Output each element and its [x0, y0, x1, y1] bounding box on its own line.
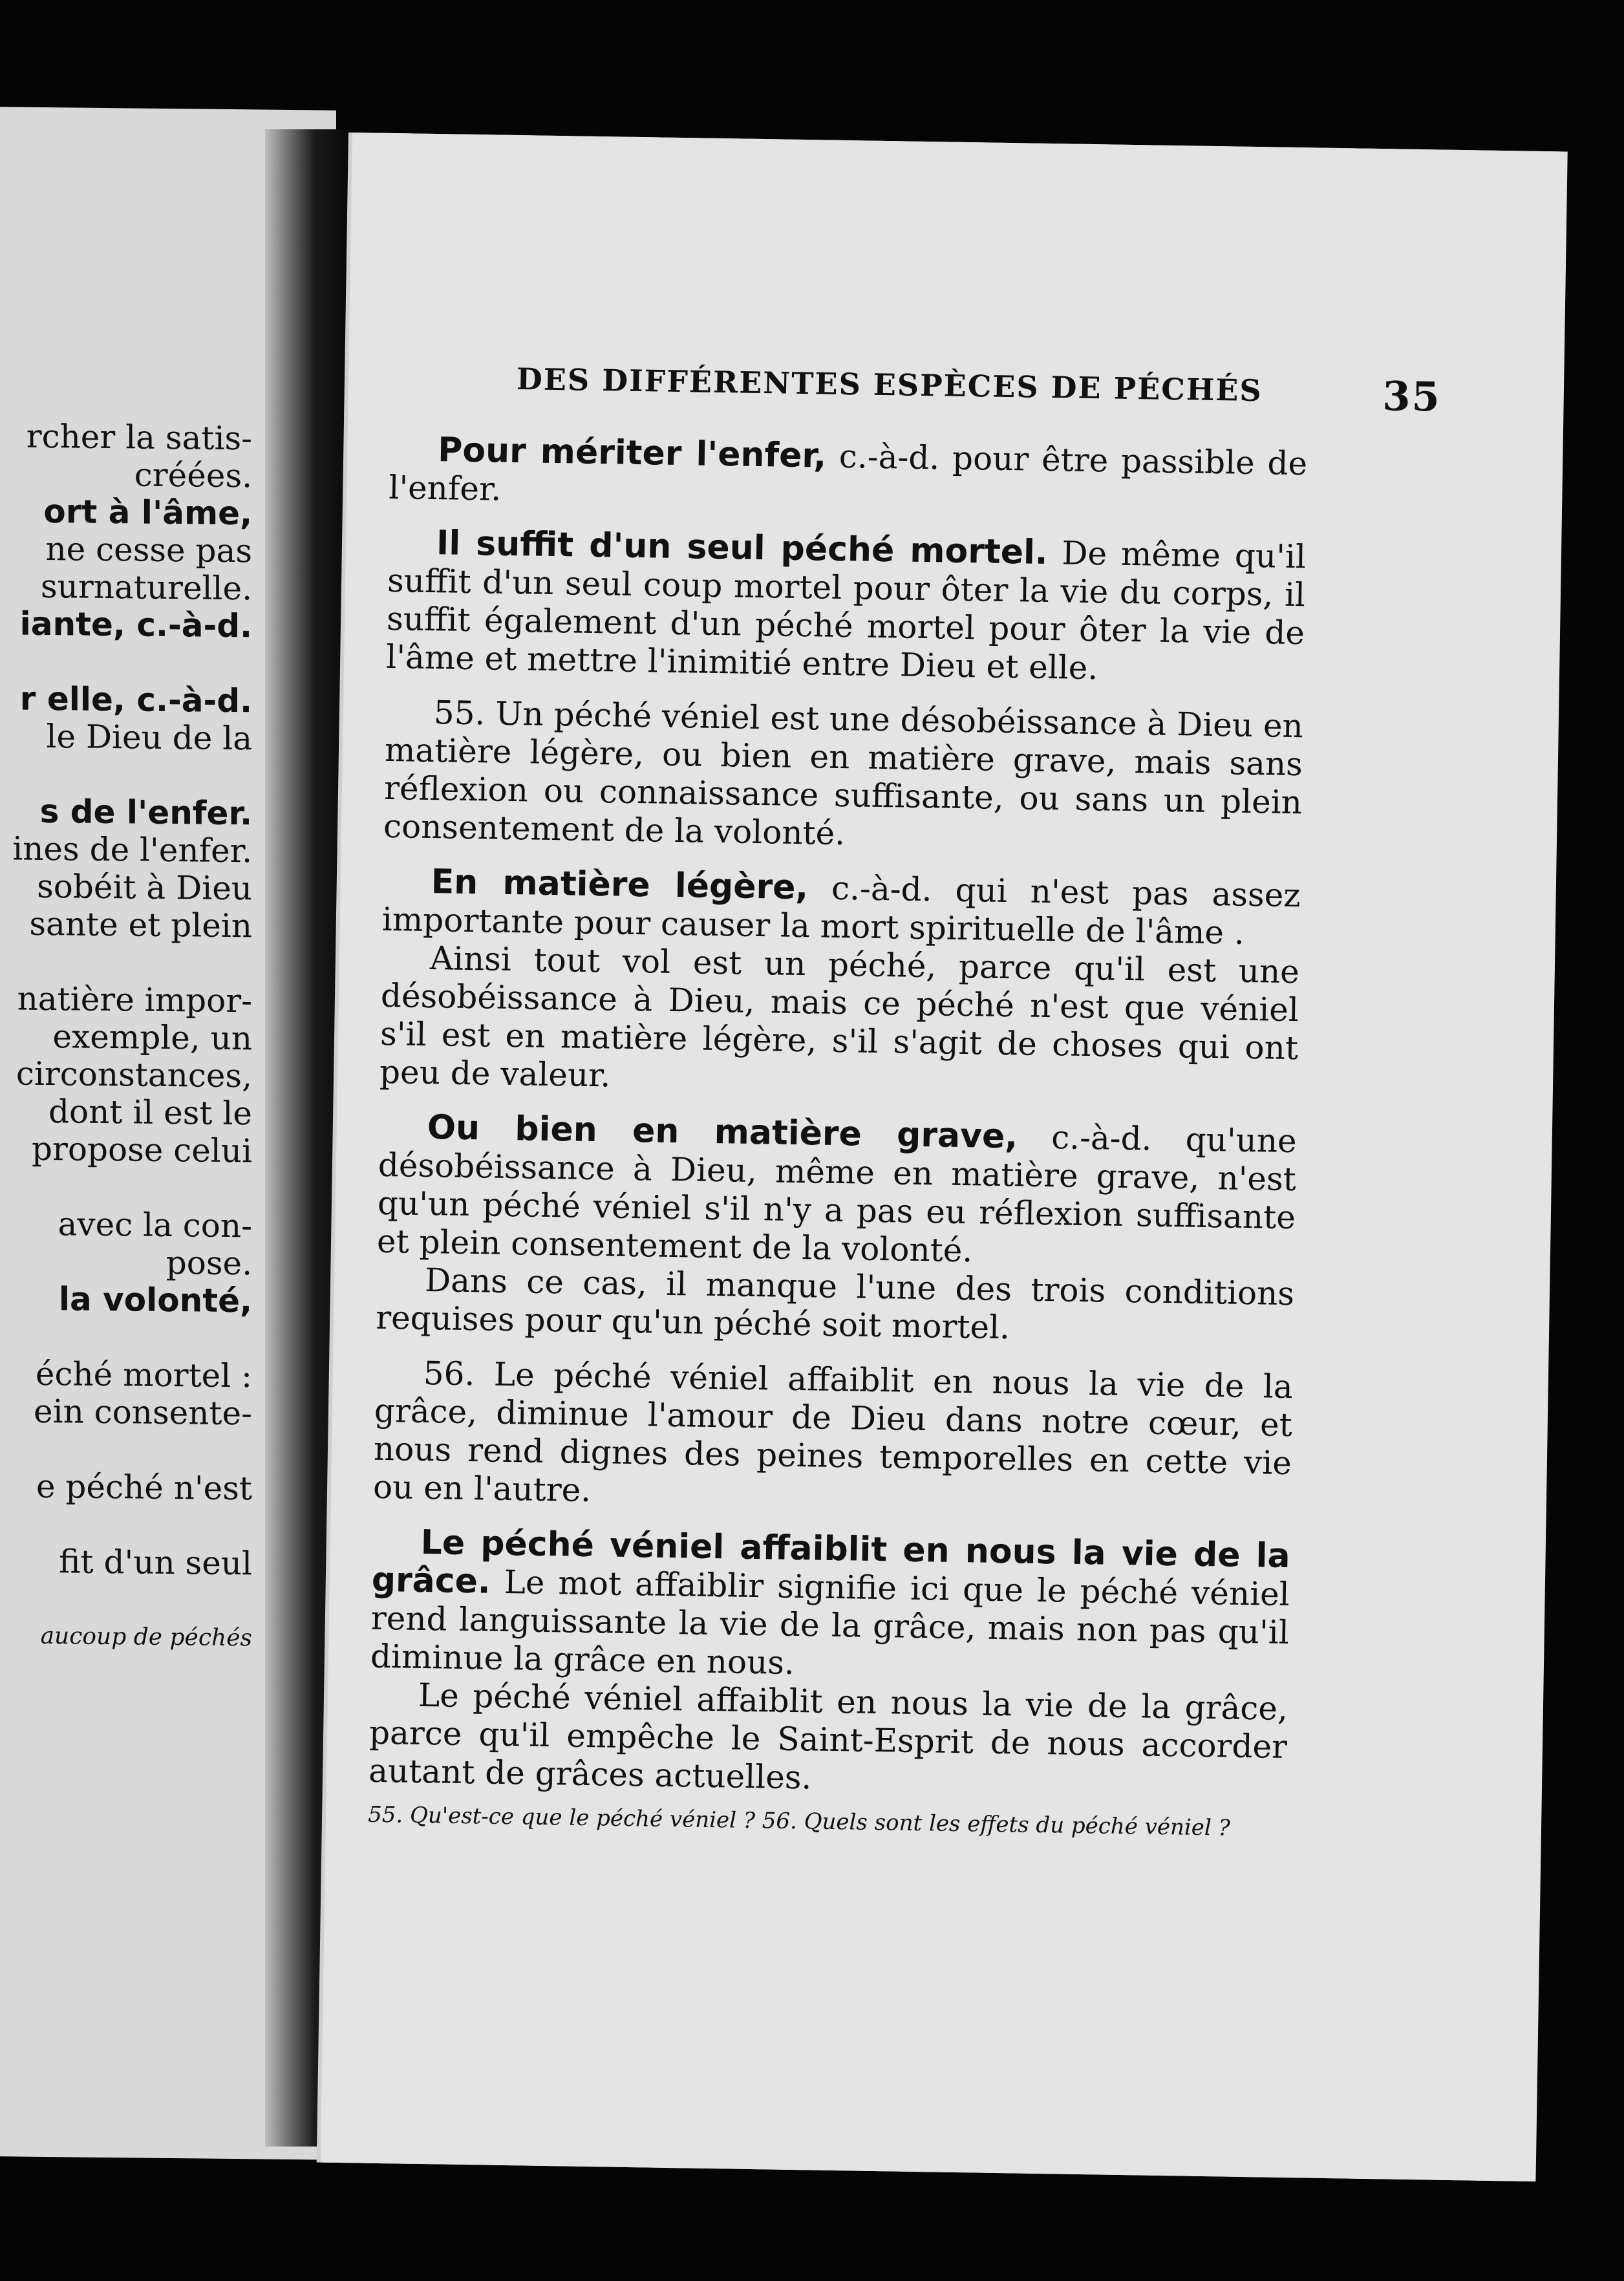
- paragraph-5-text: Ainsi tout vol est un péché, parce qu'il est une désobéissance à Dieu, mais ce péché n'est que véniel s'il est en matière légère, s'il s'agit de choses qui ont peu de valeur.: [379, 939, 1300, 1095]
- left-page-line: [0, 1505, 252, 1545]
- paragraph-1: [389, 431, 1308, 521]
- left-page-line: ort à l'âme,: [43, 492, 252, 533]
- left-page-line: dont il est le: [48, 1093, 252, 1133]
- page-number: 35: [1382, 372, 1442, 421]
- left-page-line: [0, 942, 252, 982]
- paragraph-3-text: 55. Un péché véniel est une désobéissance à Dieu en matière légère, ou bien en matière grave, mais sans réflexion ou connaissance suffisante, ou sans un plein consentement de la volonté.: [383, 694, 1304, 853]
- left-page-line: [0, 1317, 252, 1357]
- paragraph-4-text: c.-à-d. qui n'est pas assez importante pour causer la mort spirituelle de l'âme .: [381, 869, 1301, 952]
- left-page-line: [0, 1167, 252, 1207]
- left-page-line: ein consente-: [33, 1392, 252, 1433]
- paragraph-6-text: c.-à-d. qu'une désobéissance à Dieu, même en matière grave, n'est qu'un péché véniel s'il n'y a pas eu réflexion suffisante et plein consentement de la volonté.: [376, 1118, 1298, 1270]
- paragraph-2: [386, 524, 1307, 691]
- paragraph-7-text: Dans ce cas, il manque l'une des trois conditions requises pour qu'un péché soit mortel.: [375, 1261, 1295, 1347]
- footnote-questions: 55. Qu'est-ce que le péché véniel ? 56. Quels sont les effets du péché véniel ?: [367, 1801, 1231, 1841]
- left-page-line: s de l'enfer.: [39, 792, 252, 833]
- left-page-line: e péché n'est: [36, 1467, 252, 1508]
- left-page-line: [0, 755, 252, 795]
- paragraph-2-text: De même qu'il suffit d'un seul coup mortel pour ôter la vie du corps, il suffit également d'un péché mortel pour ôter la vie de l'âme et mettre l'inimitié entre Dieu et elle.: [385, 533, 1307, 687]
- paragraph-9: [370, 1523, 1291, 1690]
- left-page-line: sante et plein: [29, 905, 252, 945]
- left-page-line: pose.: [166, 1243, 252, 1283]
- left-page-line: ines de l'enfer.: [12, 830, 252, 870]
- left-page-line: avec la con-: [58, 1205, 252, 1245]
- paragraph-4-heading: En matière légère,: [431, 862, 809, 908]
- left-page-text: [0, 417, 252, 1657]
- paragraph-7: [376, 1261, 1295, 1351]
- left-page-line: [0, 1580, 252, 1620]
- running-title: DES DIFFÉRENTES ESPÈCES DE PÉCHÉS: [516, 361, 1263, 409]
- left-page-line: [0, 1430, 252, 1470]
- left-page-line: exemple, un: [52, 1018, 252, 1058]
- left-page-line: le Dieu de la: [46, 718, 252, 758]
- paragraph-1-heading: Pour mériter l'enfer,: [437, 431, 827, 476]
- left-page-line: éché mortel :: [35, 1355, 252, 1395]
- left-page-line: fit d'un seul: [59, 1543, 252, 1583]
- left-page-line: aucoup de péchés: [40, 1622, 252, 1652]
- left-page-line: sobéit à Dieu: [37, 867, 252, 908]
- left-page-line: propose celui: [31, 1130, 252, 1170]
- left-page-line: iante, c.-à-d.: [19, 605, 252, 645]
- paragraph-4: [381, 862, 1301, 953]
- running-head: [516, 361, 1442, 421]
- paragraph-6-heading: Ou bien en matière grave,: [427, 1108, 1018, 1157]
- left-page-line: circonstances,: [16, 1055, 252, 1095]
- left-page-line: créées.: [134, 456, 252, 495]
- paragraph-9-text: Le mot affaiblir signifie ici que le péché véniel rend languissante la vie de la grâce, mais non pas qu'il diminue la grâce en nous.: [370, 1563, 1290, 1682]
- left-page-line: [0, 642, 252, 682]
- left-page-line: surnaturelle.: [40, 567, 252, 608]
- paragraph-10-text: Le péché véniel affaiblit en nous la vie de la grâce, parce qu'il empêche le Saint-Esprit de nous accorder autant de grâces actuelles.: [368, 1676, 1288, 1797]
- paragraph-2-heading: Il suffit d'un seul péché mortel.: [436, 524, 1049, 572]
- paragraph-3: [383, 693, 1304, 860]
- paragraph-9-heading: Le péché véniel affaiblit en nous la vie de la grâce.: [371, 1523, 1291, 1601]
- page-body: [368, 431, 1307, 1821]
- paragraph-8-text: 56. Le péché véniel affaiblit en nous la vie de la grâce, diminue l'amour de Dieu dans notre cœur, et nous rend dignes des peines temporelles en cette vie ou en l'autre.: [372, 1354, 1294, 1510]
- left-page-line: ne cesse pas: [45, 530, 252, 570]
- right-page: [321, 133, 1568, 2181]
- paragraph-8: [373, 1354, 1294, 1521]
- left-page-line: la volonté,: [58, 1280, 252, 1320]
- left-page-line: r elle, c.-à-d.: [19, 680, 252, 720]
- paragraph-10: [369, 1676, 1288, 1804]
- paragraph-6: [377, 1108, 1298, 1275]
- left-page-line: natière impor-: [17, 980, 252, 1020]
- left-page-line: rcher la satis-: [26, 417, 252, 458]
- paragraph-5: [379, 939, 1300, 1106]
- paragraph-1-text: c.-à-d. pour être passible de l'enfer.: [388, 437, 1308, 508]
